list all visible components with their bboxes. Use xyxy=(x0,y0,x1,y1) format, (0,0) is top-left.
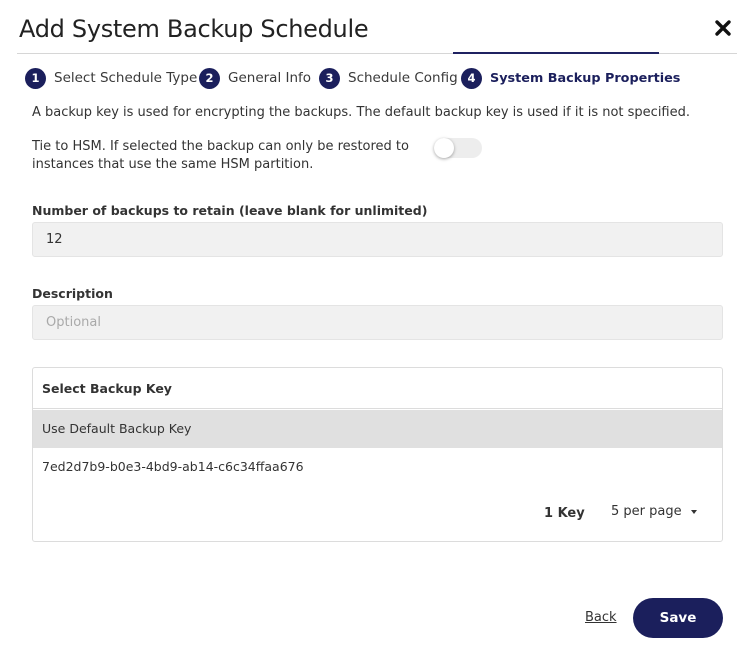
description-input[interactable] xyxy=(32,305,723,340)
back-link[interactable]: Back xyxy=(585,610,617,625)
backup-key-table xyxy=(32,367,723,542)
step-label: Select Schedule Type xyxy=(54,70,198,86)
per-page-label: 5 per page xyxy=(611,504,682,519)
tie-to-hsm-toggle[interactable] xyxy=(434,138,482,158)
backup-key-row-default[interactable] xyxy=(33,410,722,448)
step-label: System Backup Properties xyxy=(490,70,681,86)
backup-key-info-text: A backup key is used for encrypting the backups. The default backup key is used if it is not specified. xyxy=(32,105,691,120)
step-number: 2 xyxy=(199,68,220,89)
per-page-dropdown[interactable] xyxy=(611,504,697,519)
close-x-icon[interactable] xyxy=(713,18,733,38)
retain-count-input[interactable] xyxy=(32,222,723,257)
backup-key-header-label: Select Backup Key xyxy=(42,381,172,396)
retain-label: Number of backups to retain (leave blank for unlimited) xyxy=(32,203,428,218)
step-general-info[interactable] xyxy=(199,67,311,89)
active-step-indicator xyxy=(453,52,659,54)
save-button[interactable]: Save xyxy=(633,598,723,638)
step-number: 1 xyxy=(25,68,46,89)
backup-key-row-label: Use Default Backup Key xyxy=(42,421,192,436)
key-count: 1 Key xyxy=(544,506,585,521)
backup-key-row-label: 7ed2d7b9-b0e3-4bd9-ab14-c6c34ffaa676 xyxy=(42,459,304,474)
toggle-knob xyxy=(434,138,454,158)
step-number: 3 xyxy=(319,68,340,89)
hsm-description-line-1: Tie to HSM. If selected the backup can only be restored to xyxy=(32,139,409,154)
hsm-description-line-2: instances that use the same HSM partition. xyxy=(32,157,314,172)
step-select-schedule-type[interactable] xyxy=(25,67,197,89)
caret-down-icon xyxy=(691,510,697,514)
backup-key-table-header xyxy=(33,368,722,409)
step-schedule-config[interactable] xyxy=(319,67,458,89)
description-label: Description xyxy=(32,286,113,301)
backup-key-row-uuid[interactable] xyxy=(33,448,722,486)
step-system-backup-properties[interactable] xyxy=(461,67,680,89)
step-label: Schedule Config xyxy=(348,70,458,86)
dialog-title: Add System Backup Schedule xyxy=(19,15,369,43)
step-label: General Info xyxy=(228,70,312,86)
step-number: 4 xyxy=(461,68,482,89)
